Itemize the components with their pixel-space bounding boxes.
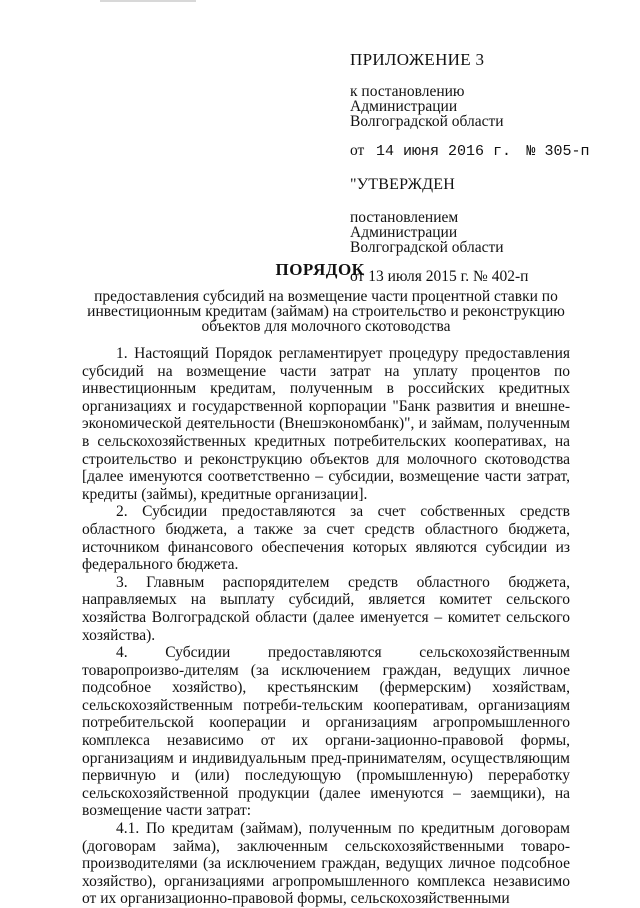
appendix-region: Волгоградской области xyxy=(350,113,504,130)
paragraph-2: 2. Субсидии предоставляются за счет собственных средств областного бюджета, а также за счет средств областного бюджета, источником финансового обеспечения которых являются субсидии из федерального бюджета. xyxy=(82,503,570,574)
scan-mark xyxy=(100,0,196,2)
approved-administration: Администрации xyxy=(350,224,458,241)
approved-title: "УТВЕРЖДЕН xyxy=(350,176,455,193)
paragraph-4-1: 4.1. По кредитам (займам), полученным по кредитным договорам (договорам займа), заключенным сельскохозяйственными товаро-производителями (за исключением граждан, ведущих личное подсобное хозяйство), организациями агропромышленного комплекса независимо от их организационно-правовой формы, сельскохозяйственными xyxy=(82,820,570,908)
appendix-title: ПРИЛОЖЕНИЕ 3 xyxy=(350,50,485,69)
document-title: ПОРЯДОК xyxy=(275,260,365,279)
appendix-block xyxy=(350,50,610,284)
paragraph-1: 1. Настоящий Порядок регламентирует процедуру предоставления субсидий на возмещение части затрат на уплату процентов по инвестиционным кредитам, полученным в российских кредитных организациях и государственной корпорации "Банк развития и внешне-экономической деятельности (Внешэкономбанк)", и займам, полученным в сельскохозяйственных кредитных потребительских кооперативах, на строительство и реконструкцию объектов для молочного скотоводства [далее именуются соответственно – субсидии, возмещение части затрат, кредиты (займы), кредитные организации]. xyxy=(82,345,570,503)
approved-date-number: от 13 июля 2015 г. № 402-п xyxy=(350,268,529,285)
appendix-date: 14 июня 2016 г. xyxy=(375,143,511,160)
approved-region: Волгоградской области xyxy=(350,239,504,256)
approved-resolution: постановлением xyxy=(350,209,459,226)
document-body xyxy=(82,345,570,908)
appendix-date-row xyxy=(350,143,610,160)
paragraph-4: 4. Субсидии предоставляются сельскохозяйственным товаропроизво-дителям (за исключением граждан, ведущих личное подсобное хозяйство), крестьянским (фермерским) хозяйствам, сельскохозяйственным потреби-тельским кооперативам, организациям потребительской кооперации и организациям агропромышленного комплекса независимо от их органи-зационно-правовой формы, организациям и индивидуальным пред-принимателям, осуществляющим первичную и (или) последующую (промышленную) переработку сельскохозяйственной продукции (далее именуются – заемщики), на возмещение части затрат: xyxy=(82,644,570,820)
document-subtitle: предоставления субсидий на возмещение части процентной ставки по инвестиционным кредитам (займам) на строительство и реконструкцию объектов для молочного скотоводства xyxy=(87,288,565,335)
appendix-date-prefix: от xyxy=(350,142,365,159)
appendix-administration: Администрации xyxy=(350,98,458,115)
appendix-to-resolution: к постановлению xyxy=(350,83,465,100)
paragraph-3: 3. Главным распорядителем средств областного бюджета, направляемых на выплату субсидий, является комитет сельского хозяйства Волгоградской области (далее именуется – комитет сельского хозяйства). xyxy=(82,573,570,644)
appendix-number: № 305-п xyxy=(526,143,590,160)
